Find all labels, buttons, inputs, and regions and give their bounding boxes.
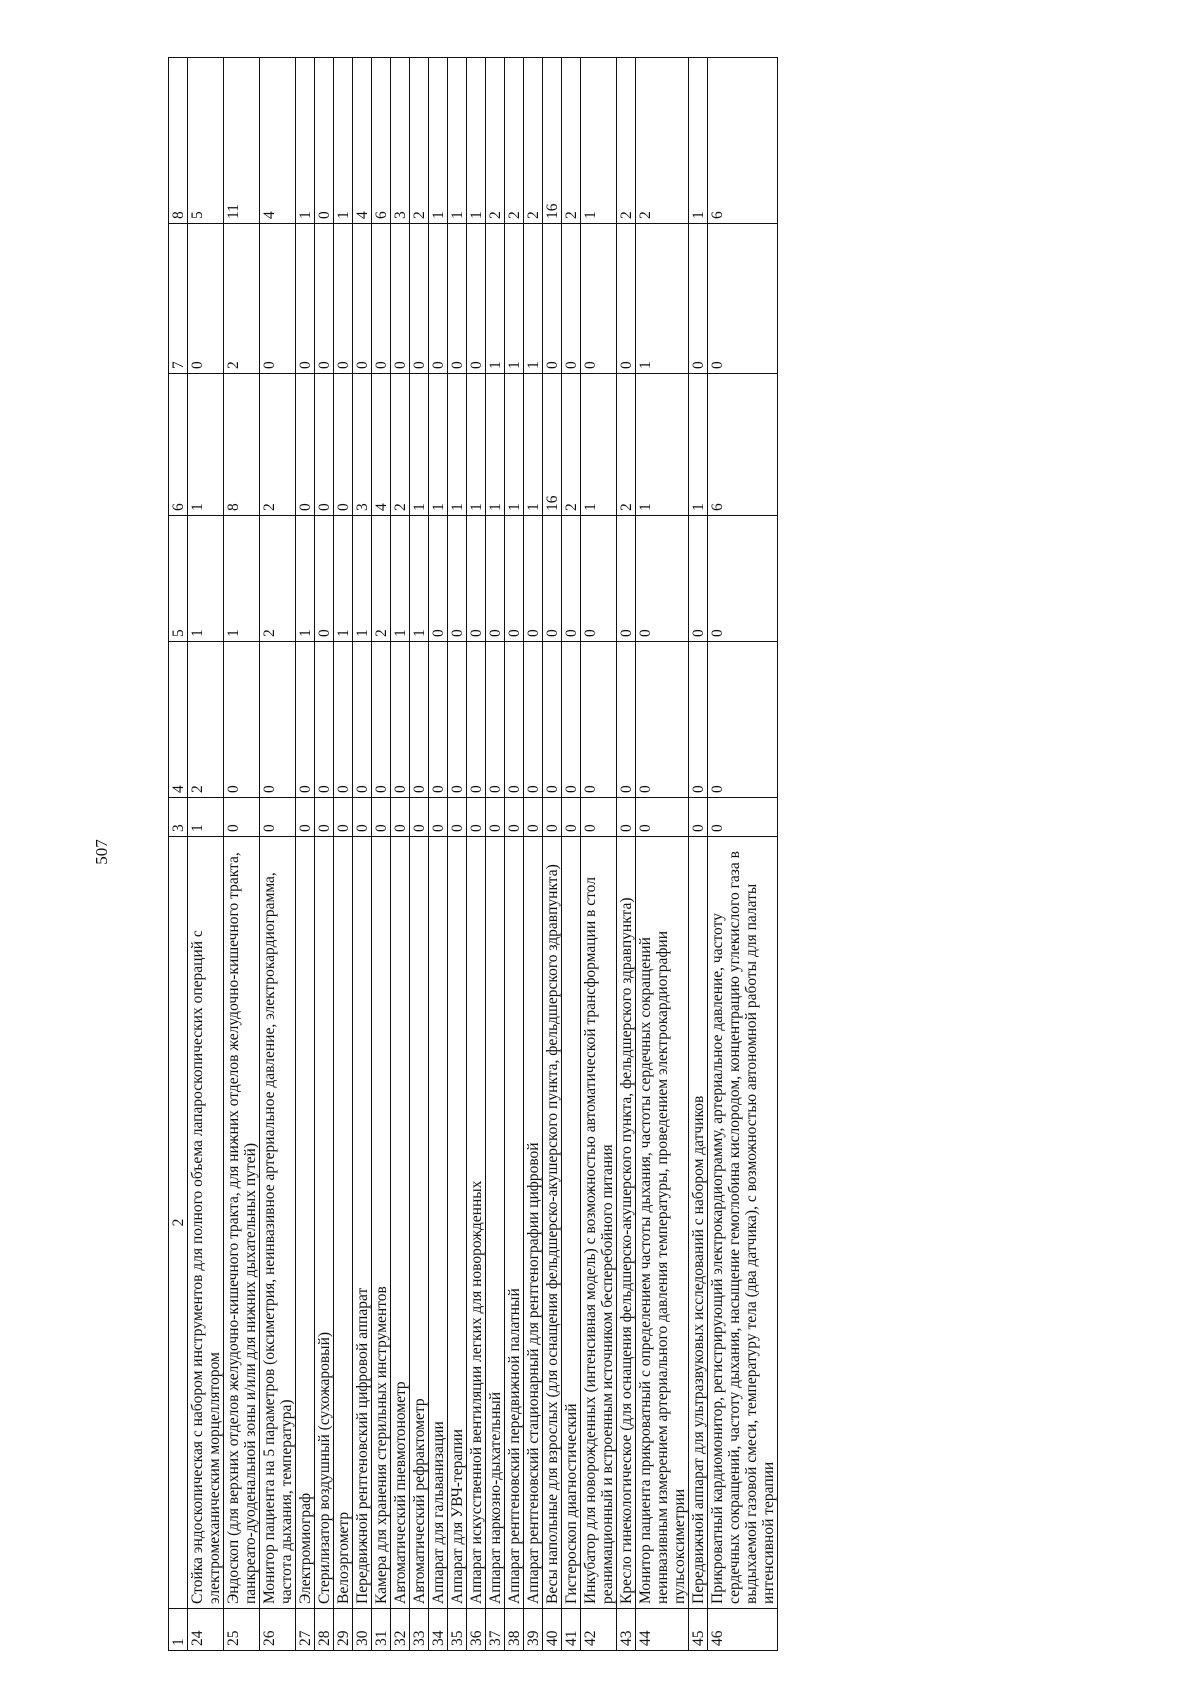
col-3-cell: 0 — [467, 798, 486, 837]
equipment-name-cell: Автоматический пневмотонометр — [391, 837, 410, 1609]
table-row — [562, 58, 581, 1651]
col-3-cell: 0 — [224, 798, 260, 837]
col-7-cell: 0 — [188, 224, 224, 374]
col-4-cell: 0 — [524, 642, 543, 798]
col-3-cell: 0 — [448, 798, 467, 837]
col-5-cell: 2 — [372, 516, 391, 642]
row-number-cell: 35 — [448, 1609, 467, 1651]
col-7-cell: 0 — [708, 224, 778, 374]
col-6-cell: 2 — [617, 374, 636, 516]
col-5-cell: 0 — [581, 516, 617, 642]
col-7-cell: 1 — [636, 224, 689, 374]
col-7-cell: 0 — [429, 224, 448, 374]
row-number-cell: 37 — [486, 1609, 505, 1651]
table-row — [505, 58, 524, 1651]
col-8-cell: 1 — [334, 58, 353, 224]
col-5-cell: 0 — [429, 516, 448, 642]
col-3-cell: 0 — [334, 798, 353, 837]
col-4-cell: 0 — [448, 642, 467, 798]
col-8-cell: 4 — [260, 58, 296, 224]
col-6-cell: 1 — [505, 374, 524, 516]
col-3-cell: 0 — [296, 798, 315, 837]
header-row — [169, 58, 188, 1651]
row-number-cell: 28 — [315, 1609, 334, 1651]
table-container — [168, 58, 778, 1651]
header-cell-2: 2 — [169, 837, 188, 1609]
col-8-cell: 1 — [448, 58, 467, 224]
col-3-cell: 0 — [543, 798, 562, 837]
col-6-cell: 3 — [353, 374, 372, 516]
header-cell-7: 7 — [169, 224, 188, 374]
table-body — [188, 58, 778, 1651]
col-5-cell: 0 — [467, 516, 486, 642]
table-row — [188, 58, 224, 1651]
row-number-cell: 27 — [296, 1609, 315, 1651]
col-6-cell: 1 — [486, 374, 505, 516]
row-number-cell: 39 — [524, 1609, 543, 1651]
row-number-cell: 24 — [188, 1609, 224, 1651]
row-number-cell: 40 — [543, 1609, 562, 1651]
col-7-cell: 0 — [260, 224, 296, 374]
col-8-cell: 1 — [689, 58, 708, 224]
col-5-cell: 2 — [260, 516, 296, 642]
table-row — [617, 58, 636, 1651]
table-row — [224, 58, 260, 1651]
col-4-cell: 0 — [708, 642, 778, 798]
col-7-cell: 2 — [224, 224, 260, 374]
row-number-cell: 33 — [410, 1609, 429, 1651]
col-7-cell: 0 — [689, 224, 708, 374]
table-row — [260, 58, 296, 1651]
col-6-cell: 1 — [448, 374, 467, 516]
col-6-cell: 4 — [372, 374, 391, 516]
col-7-cell: 0 — [391, 224, 410, 374]
col-6-cell: 1 — [581, 374, 617, 516]
col-6-cell: 1 — [467, 374, 486, 516]
col-4-cell: 2 — [188, 642, 224, 798]
col-6-cell: 0 — [334, 374, 353, 516]
col-6-cell: 1 — [188, 374, 224, 516]
col-7-cell: 1 — [486, 224, 505, 374]
col-7-cell: 1 — [524, 224, 543, 374]
col-5-cell: 0 — [636, 516, 689, 642]
equipment-name-cell: Аппарат наркозно-дыхательный — [486, 837, 505, 1609]
row-number-cell: 41 — [562, 1609, 581, 1651]
col-3-cell: 0 — [708, 798, 778, 837]
col-8-cell: 2 — [636, 58, 689, 224]
table-row — [410, 58, 429, 1651]
equipment-name-cell: Монитор пациента на 5 параметров (оксиметрия, неинвазивное артериальное давление, электрокардиограмма, частота дыхания, температура) — [260, 837, 296, 1609]
row-number-cell: 45 — [689, 1609, 708, 1651]
table-row — [524, 58, 543, 1651]
row-number-cell: 26 — [260, 1609, 296, 1651]
col-3-cell: 0 — [353, 798, 372, 837]
col-6-cell: 8 — [224, 374, 260, 516]
col-3-cell: 0 — [315, 798, 334, 837]
row-number-cell: 29 — [334, 1609, 353, 1651]
col-4-cell: 0 — [391, 642, 410, 798]
equipment-name-cell: Велоэргометр — [334, 837, 353, 1609]
header-cell-8: 8 — [169, 58, 188, 224]
equipment-name-cell: Автоматический рефрактометр — [410, 837, 429, 1609]
equipment-name-cell: Стойка эндоскопическая с набором инструментов для полного объема лапароскопических операций с электромеханическим морцеллятором — [188, 837, 224, 1609]
col-8-cell: 11 — [224, 58, 260, 224]
col-5-cell: 0 — [543, 516, 562, 642]
equipment-name-cell: Эндоскоп (для верхних отделов желудочно-кишечного тракта, для нижних отделов желудочно-кишечного тракта, панкреато-дуоденальной зоны и/или для нижних дыхательных путей) — [224, 837, 260, 1609]
col-3-cell: 0 — [391, 798, 410, 837]
col-4-cell: 0 — [429, 642, 448, 798]
col-4-cell: 0 — [260, 642, 296, 798]
col-6-cell: 2 — [391, 374, 410, 516]
col-4-cell: 0 — [617, 642, 636, 798]
col-6-cell: 6 — [708, 374, 778, 516]
col-8-cell: 4 — [353, 58, 372, 224]
table-row — [486, 58, 505, 1651]
col-3-cell: 0 — [636, 798, 689, 837]
equipment-name-cell: Аппарат искусственной вентиляции легких для новорожденных — [467, 837, 486, 1609]
equipment-name-cell: Прикроватный кардиомонитор, регистрирующий электрокардиограмму, артериальное давление, частоту сердечных сокращений, частоту дыхания, насыщение гемоглобина кислородом, концентрацию углекислого газа в выдыхаемой газовой смеси, температуру тела (два датчика), с возможностью автономной работы для палаты интенсивной терапии — [708, 837, 778, 1609]
col-8-cell: 2 — [486, 58, 505, 224]
equipment-name-cell: Весы напольные для взрослых (для оснащения фельдшерско-акушерского пункта, фельдшерского здравпункта) — [543, 837, 562, 1609]
row-number-cell: 38 — [505, 1609, 524, 1651]
equipment-name-cell: Кресло гинекологическое (для оснащения фельдшерско-акушерского пункта, фельдшерского здравпункта) — [617, 837, 636, 1609]
table-row — [467, 58, 486, 1651]
col-5-cell: 1 — [334, 516, 353, 642]
col-4-cell: 0 — [636, 642, 689, 798]
col-3-cell: 0 — [617, 798, 636, 837]
col-4-cell: 0 — [372, 642, 391, 798]
col-6-cell: 1 — [524, 374, 543, 516]
row-number-cell: 32 — [391, 1609, 410, 1651]
col-3-cell: 0 — [486, 798, 505, 837]
col-6-cell: 1 — [689, 374, 708, 516]
col-8-cell: 1 — [467, 58, 486, 224]
equipment-table — [168, 57, 778, 1651]
table-row — [391, 58, 410, 1651]
col-8-cell: 1 — [296, 58, 315, 224]
col-4-cell: 0 — [486, 642, 505, 798]
col-8-cell: 3 — [391, 58, 410, 224]
col-8-cell: 5 — [188, 58, 224, 224]
col-5-cell: 0 — [505, 516, 524, 642]
table-row — [296, 58, 315, 1651]
table-row — [429, 58, 448, 1651]
col-5-cell: 1 — [224, 516, 260, 642]
table-row — [581, 58, 617, 1651]
col-6-cell: 0 — [315, 374, 334, 516]
col-8-cell: 0 — [315, 58, 334, 224]
header-cell-3: 3 — [169, 798, 188, 837]
row-number-cell: 36 — [467, 1609, 486, 1651]
col-7-cell: 0 — [372, 224, 391, 374]
row-number-cell: 42 — [581, 1609, 617, 1651]
col-7-cell: 1 — [505, 224, 524, 374]
col-3-cell: 0 — [372, 798, 391, 837]
equipment-name-cell: Монитор пациента прикроватный с определением частоты дыхания, частоты сердечных сокращений неинвазивным измерением артериального давления температуры, проведением электрокардиографии пульсоксиметрии — [636, 837, 689, 1609]
col-8-cell: 2 — [562, 58, 581, 224]
equipment-name-cell: Гистероскоп диагностический — [562, 837, 581, 1609]
col-3-cell: 0 — [581, 798, 617, 837]
equipment-name-cell: Аппарат рентгеновский передвижной палатный — [505, 837, 524, 1609]
row-number-cell: 31 — [372, 1609, 391, 1651]
col-6-cell: 2 — [562, 374, 581, 516]
col-5-cell: 1 — [391, 516, 410, 642]
col-6-cell: 2 — [260, 374, 296, 516]
table-row — [372, 58, 391, 1651]
col-8-cell: 2 — [410, 58, 429, 224]
col-5-cell: 0 — [448, 516, 467, 642]
col-8-cell: 6 — [708, 58, 778, 224]
col-4-cell: 0 — [505, 642, 524, 798]
header-cell-4: 4 — [169, 642, 188, 798]
col-6-cell: 0 — [296, 374, 315, 516]
row-number-cell: 30 — [353, 1609, 372, 1651]
row-number-cell: 46 — [708, 1609, 778, 1651]
col-5-cell: 0 — [315, 516, 334, 642]
col-3-cell: 0 — [562, 798, 581, 837]
table-row — [353, 58, 372, 1651]
col-6-cell: 1 — [429, 374, 448, 516]
col-8-cell: 1 — [581, 58, 617, 224]
col-5-cell: 1 — [410, 516, 429, 642]
col-3-cell: 1 — [188, 798, 224, 837]
equipment-name-cell: Передвижной аппарат для ультразвуковых исследований с набором датчиков — [689, 837, 708, 1609]
row-number-cell: 34 — [429, 1609, 448, 1651]
col-4-cell: 0 — [296, 642, 315, 798]
col-4-cell: 0 — [315, 642, 334, 798]
col-3-cell: 0 — [689, 798, 708, 837]
col-6-cell: 1 — [410, 374, 429, 516]
col-7-cell: 0 — [296, 224, 315, 374]
header-cell-1: 1 — [169, 1609, 188, 1651]
table-row — [636, 58, 689, 1651]
col-4-cell: 0 — [689, 642, 708, 798]
equipment-name-cell: Стерилизатор воздушный (сухожаровый) — [315, 837, 334, 1609]
col-8-cell: 2 — [617, 58, 636, 224]
row-number-cell: 43 — [617, 1609, 636, 1651]
col-5-cell: 1 — [188, 516, 224, 642]
col-8-cell: 1 — [429, 58, 448, 224]
col-7-cell: 0 — [334, 224, 353, 374]
col-3-cell: 0 — [429, 798, 448, 837]
col-7-cell: 0 — [315, 224, 334, 374]
equipment-name-cell: Камера для хранения стерильных инструментов — [372, 837, 391, 1609]
col-7-cell: 0 — [410, 224, 429, 374]
col-8-cell: 6 — [372, 58, 391, 224]
col-5-cell: 0 — [708, 516, 778, 642]
col-3-cell: 0 — [260, 798, 296, 837]
col-3-cell: 0 — [524, 798, 543, 837]
col-7-cell: 0 — [562, 224, 581, 374]
equipment-name-cell: Аппарат для УВЧ-терапии — [448, 837, 467, 1609]
table-row — [689, 58, 708, 1651]
col-3-cell: 0 — [410, 798, 429, 837]
col-4-cell: 0 — [562, 642, 581, 798]
col-7-cell: 0 — [617, 224, 636, 374]
table-row — [543, 58, 562, 1651]
col-8-cell: 2 — [524, 58, 543, 224]
equipment-name-cell: Аппарат для гальванизации — [429, 837, 448, 1609]
col-4-cell: 0 — [467, 642, 486, 798]
col-5-cell: 1 — [296, 516, 315, 642]
col-7-cell: 0 — [581, 224, 617, 374]
col-4-cell: 0 — [410, 642, 429, 798]
page-number: 507 — [92, 839, 111, 865]
col-7-cell: 0 — [448, 224, 467, 374]
col-5-cell: 0 — [486, 516, 505, 642]
row-number-cell: 44 — [636, 1609, 689, 1651]
col-4-cell: 0 — [581, 642, 617, 798]
col-8-cell: 16 — [543, 58, 562, 224]
col-5-cell: 0 — [524, 516, 543, 642]
col-6-cell: 1 — [636, 374, 689, 516]
col-5-cell: 0 — [617, 516, 636, 642]
table-header — [169, 58, 188, 1651]
col-6-cell: 16 — [543, 374, 562, 516]
equipment-name-cell: Аппарат рентгеновский стационарный для рентгенографии цифровой — [524, 837, 543, 1609]
col-7-cell: 0 — [467, 224, 486, 374]
col-7-cell: 0 — [543, 224, 562, 374]
col-5-cell: 0 — [562, 516, 581, 642]
table-row — [708, 58, 778, 1651]
table-row — [448, 58, 467, 1651]
equipment-name-cell: Инкубатор для новорожденных (интенсивная модель) с возможностью автоматической трансформации в стол реанимационный и встроенным источником бесперебойного питания — [581, 837, 617, 1609]
equipment-name-cell: Электромиограф — [296, 837, 315, 1609]
col-5-cell: 1 — [353, 516, 372, 642]
col-4-cell: 0 — [224, 642, 260, 798]
header-cell-5: 5 — [169, 516, 188, 642]
col-7-cell: 0 — [353, 224, 372, 374]
equipment-name-cell: Передвижной рентгеновский цифровой аппарат — [353, 837, 372, 1609]
row-number-cell: 25 — [224, 1609, 260, 1651]
table-row — [315, 58, 334, 1651]
header-cell-6: 6 — [169, 374, 188, 516]
table-row — [334, 58, 353, 1651]
col-4-cell: 0 — [353, 642, 372, 798]
col-5-cell: 0 — [689, 516, 708, 642]
col-4-cell: 0 — [334, 642, 353, 798]
col-3-cell: 0 — [505, 798, 524, 837]
col-4-cell: 0 — [543, 642, 562, 798]
col-8-cell: 2 — [505, 58, 524, 224]
